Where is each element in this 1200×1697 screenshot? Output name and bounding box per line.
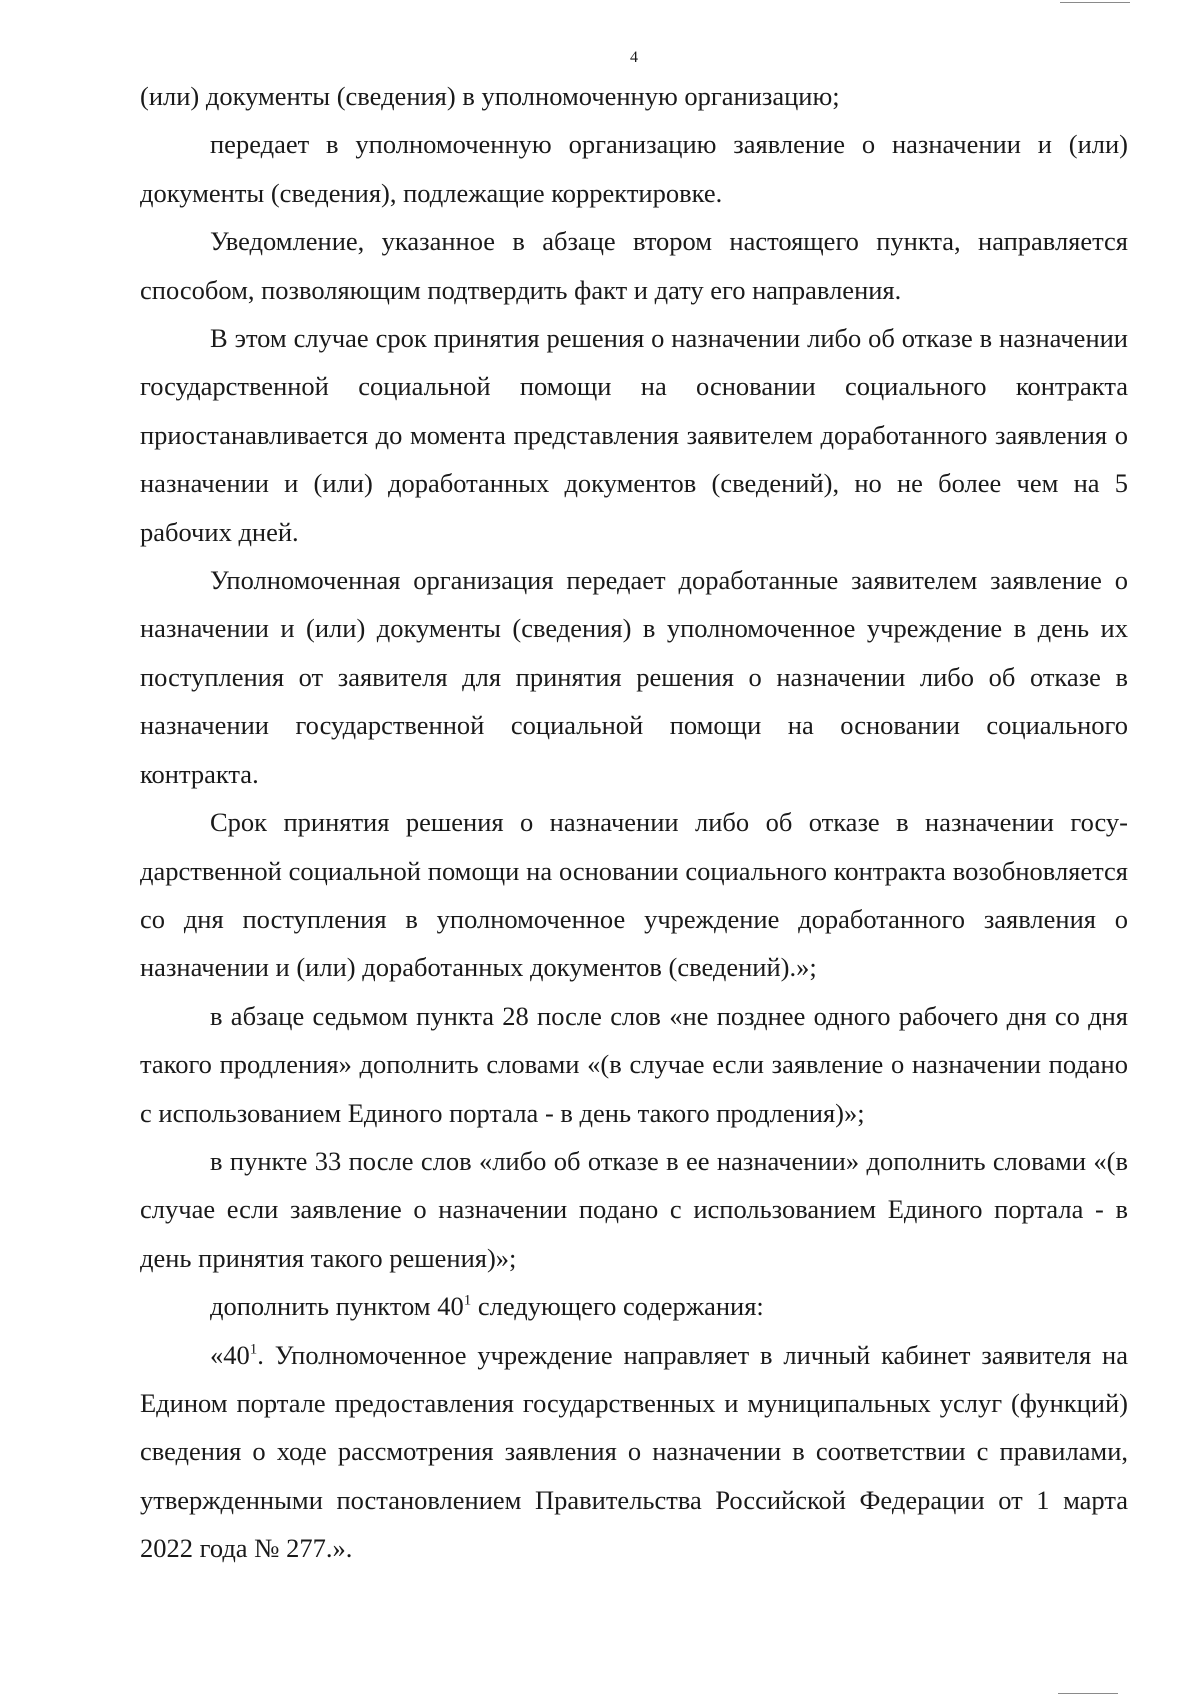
paragraph-add-point-40-1-before: дополнить пунктом 40 xyxy=(210,1291,464,1322)
superscript-1: 1 xyxy=(249,1341,258,1358)
paragraph-add-point-40-1-after: следующего содержания: xyxy=(471,1291,764,1322)
paragraph-point-40-1-after: . Уполномоченное учреждение направляет в личный кабинет заявителя на Едином портале предоставления государственных и муниципальных услуг (функций) сведения о ходе рассмотрения заявления о назначении в соответствии с правилами, утвержденными постановлением Правительства Российской Федерации от 1 марта 2022 года № 277.». xyxy=(140,1339,1128,1564)
superscript-1: 1 xyxy=(463,1292,472,1309)
paragraph-deadline-resumed: Срок принятия решения о назначении либо об отказе в назначении государственной социальной помощи на основании социального контракта возобновляется со дня поступления в уполномоченное учреждение доработанного заявления о назначении и (или) доработанных документов (сведений).»; xyxy=(140,807,1128,983)
paragraph-suspension-of-deadline: В этом случае срок принятия решения о назначении либо об отказе в назначении государственной социальной помощи на основании социального контракта приостанавливается до момента представления заявителем доработанного заявления о назначении и (или) доработанных документов (сведений), но не более чем на 5 рабочих дней. xyxy=(140,323,1128,547)
paragraph-point-40-1-before: «40 xyxy=(210,1339,250,1370)
paragraph-organization-transfers: Уполномоченная организация передает доработанные заявителем заявление о назначении и (или) документы (сведения) в уполномоченное учреждение в день их поступления от заявителя для принятия решения о назначении либо об отказе в назначении государственной социальной помощи на основании социального контракта. xyxy=(140,565,1128,789)
paragraph-amendment-point-33: в пункте 33 после слов «либо об отказе в ее назначении» дополнить словами «(в случае если заявление о назначении подано с использованием Единого портала - в день принятия такого решения)»; xyxy=(140,1145,1128,1273)
scan-edge-mark-top xyxy=(1060,2,1130,3)
page-number: 4 xyxy=(630,49,638,66)
scan-edge-mark-bottom xyxy=(1058,1693,1118,1694)
paragraph-point-40-1-text xyxy=(140,1331,1128,1573)
paragraph-amendment-point-28: в абзаце седьмом пункта 28 после слов «не позднее одного рабочего дня со дня такого продления» дополнить словами «(в случае если заявление о назначении подано с использованием Единого портала - в день такого продления)»; xyxy=(140,1000,1128,1128)
paragraph-transfer-application: передает в уполномоченную организацию заявление о назначении и (или) документы (сведения), подлежащие корректировке. xyxy=(140,129,1128,208)
paragraph-notification: Уведомление, указанное в абзаце втором настоящего пункта, направляется способом, позволяющим подтвердить факт и дату его направления. xyxy=(140,226,1128,305)
paragraph-continuation: (или) документы (сведения) в уполномоченную организацию; xyxy=(140,81,840,111)
paragraph-add-point-40-1 xyxy=(140,1282,1128,1330)
document-body xyxy=(140,72,1128,1573)
